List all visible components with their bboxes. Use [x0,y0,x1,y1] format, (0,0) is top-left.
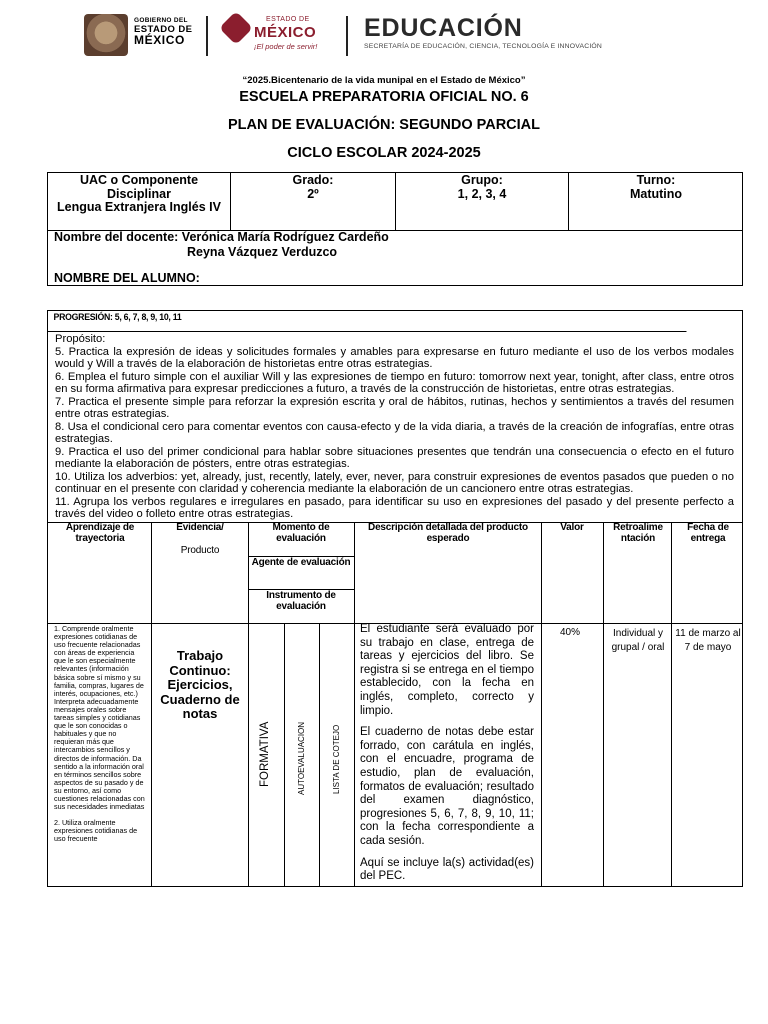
edo-slogan: ¡El poder de servir! [254,42,318,51]
header-fecha: Fecha de entrega [687,522,729,544]
grid-line [354,522,355,887]
evidencia-cell: Trabajo Continuo: Ejercicios, Cuaderno de notas [160,648,240,721]
agente-value: AUTOEVALUACION [297,721,306,795]
grupo-value: 1, 2, 3, 4 [457,186,507,201]
retro-cell: Individual y grupal / oral [611,628,665,653]
logo-divider [346,16,348,56]
descripcion-paragraph: El cuaderno de notas debe estar forrado, con carátula en inglés, con el encuadre, programa de estudio, plan de evaluación, formatos de evaluación; resultado del examen diagnóstico, progresiones 5, 6, 7, 8, 9, 10, 11; con la fecha correspondiente a cada sesión. [360,726,534,847]
momento-value: FORMATIVA [259,721,271,787]
grid-line [541,522,542,887]
progression-item: 9. Practica el uso del primer condicional para hablar sobre situaciones presentes que tendrán una consecuencia o efecto en el futuro mediante la elaboración de pósters, entre otras estrategias. [55,445,734,470]
progression-item: 7. Practica el presente simple para reforzar la expresión escrita y oral de hábitos, rutinas, hechos y sentimientos a través del resumen entre otras estrategias. [55,395,734,420]
valor-cell: 40% [559,627,580,638]
docente-line1: Nombre del docente: Verónica María Rodríguez Cardeño [54,230,389,244]
header-valor: Valor [560,522,584,533]
turno-value: Matutino [629,186,683,201]
progression-item: 5. Practica la expresión de ideas y solicitudes formales y amables para expresarse en futuro mediante el uso de los verbos modales would y Will a través de la elaboración de historietas entre otras estrategias. [55,345,734,370]
edu-subtitle: SECRETARÍA DE EDUCACIÓN, CIENCIA, TECNOLOGÍA E INNOVACIÓN [364,43,603,50]
header-agente: Agente de evaluación [251,557,351,568]
progression-header: PROGRESIÓN: 5, 6, 7, 8, 9, 10, 11 [48,311,686,332]
estado-logo [224,14,342,56]
motto: “2025.Bicentenario de la vida munipal en el Estado de México” [242,75,526,86]
info-row [48,173,742,231]
header-logos [84,14,684,58]
grado-label: Grado: [292,173,334,187]
progression-item: 6. Emplea el futuro simple con el auxiliar Will y las expresiones de tiempo en futuro: tomorrow next year, tonight, after class, entre otros en su forma afirmativa para expresar predicciones a futuro, a través de la construcción de historietas, entre otras estrategias. [55,370,734,395]
uac-value: Lengua Extranjera Inglés IV [57,200,221,214]
progression-item: 11. Agrupa los verbos regulares e irregulares en pasado, para identificar su uso en expresiones del pasado y del presente perfecto a través del video o folleto entre otras estrategias. [55,495,734,520]
grupo-label: Grupo: [461,173,503,187]
purpose-label: Propósito: [55,333,106,345]
edo-line2: MÉXICO [254,24,317,41]
header-evidencia: Evidencia/ [176,522,224,533]
plan-title: PLAN DE EVALUACIÓN: SEGUNDO PARCIAL [227,117,541,133]
uac-cell [48,173,231,230]
turno-cell [569,173,743,230]
instrumento-value: LISTA DE COTEJO [332,724,341,794]
header-instrumento: Instrumento de evaluación [266,590,336,612]
grid-line [319,623,320,887]
info-table [47,172,743,286]
progression-item: 8. Usa el condicional cero para comentar eventos con causa-efecto y de la vida diaria, a través de la creación de infografías, entre otras estrategias. [55,420,734,445]
grupo-cell [396,173,569,230]
purpose-block [48,333,742,521]
aprendizaje-item: 2. Utiliza oralmente expresiones cotidianas de uso frecuente [54,818,138,844]
cycle-title: CICLO ESCOLAR 2024-2025 [287,145,481,161]
grado-value: 2º [307,186,319,201]
header-momento: Momento de evaluación [272,522,330,544]
grado-cell [231,173,396,230]
gobierno-logo [134,18,192,46]
grid-line [603,522,604,887]
uac-label: UAC o Componente Disciplinar [79,173,199,201]
gob-line1: GOBIERNO DEL [134,17,188,24]
header-aprendizaje: Aprendizaje de trayectoria [65,522,135,544]
aprendizaje-cell [54,625,148,851]
fecha-cell: 11 de marzo al 7 de mayo [675,628,741,653]
gob-line2: ESTADO DE [134,23,193,35]
evaluation-grid [48,522,742,887]
school-title: ESCUELA PREPARATORIA OFICIAL NO. 6 [239,89,529,105]
descripcion-cell [360,623,534,892]
header-producto: Producto [180,545,220,556]
alumno-label: NOMBRE DEL ALUMNO: [54,271,200,285]
gob-line3: MÉXICO [134,33,185,47]
estado-mark-icon [219,11,253,45]
turno-label: Turno: [636,173,676,187]
edu-title: EDUCACIÓN [364,14,523,42]
descripcion-paragraph: Aquí se incluye la(s) actividad(es) del PEC. [360,856,534,883]
header-retro: Retroalime ntación [613,522,663,544]
docente-line2: Reyna Vázquez Verduzco [187,245,338,259]
progression-item: 10. Utiliza los adverbios: yet, already, just, recently, lately, ever, never, para construir expresiones de eventos pasados que pueden o no continuar en el presente con claridad y coherencia mediante la elaboración de un cancionero entre otras estrategias. [55,470,734,495]
descripcion-paragraph: El estudiante será evaluado por su trabajo en clase, entrega de tareas y ejercicios del libro. Se registra si se entrega en el tiempo establecido, con la fecha en inglés, completo, correcto y limpio. [360,623,534,717]
header-descripcion: Descripción detallada del producto esperado [368,522,528,544]
educacion-logo [364,16,602,50]
evaluation-table [47,310,743,887]
grid-line [671,522,672,887]
aprendizaje-item: 1. Comprende oralmente expresiones cotidianas de uso frecuente relacionadas con áreas de experiencia que le son especialmente relevantes (información básica sobre sí mismo y su familia, compras, lugares de interés, ocupaciones, etc.) Interpreta adecuadamente mensajes orales sobre tareas simples y cotidianas que le son conocidas o habituales y que no requieran más que intercambios sencillos y directos de información. Da sentido a la información oral en términos sencillos sobre aspectos de su pasado y de su entorno, así como cuestiones relacionadas con sus necesidades inmediatas [54,624,145,812]
grid-line [284,623,285,887]
grid-line [248,522,249,887]
state-seal-icon [84,14,128,56]
edo-line1: ESTADO DE [266,16,310,23]
logo-divider [206,16,208,56]
